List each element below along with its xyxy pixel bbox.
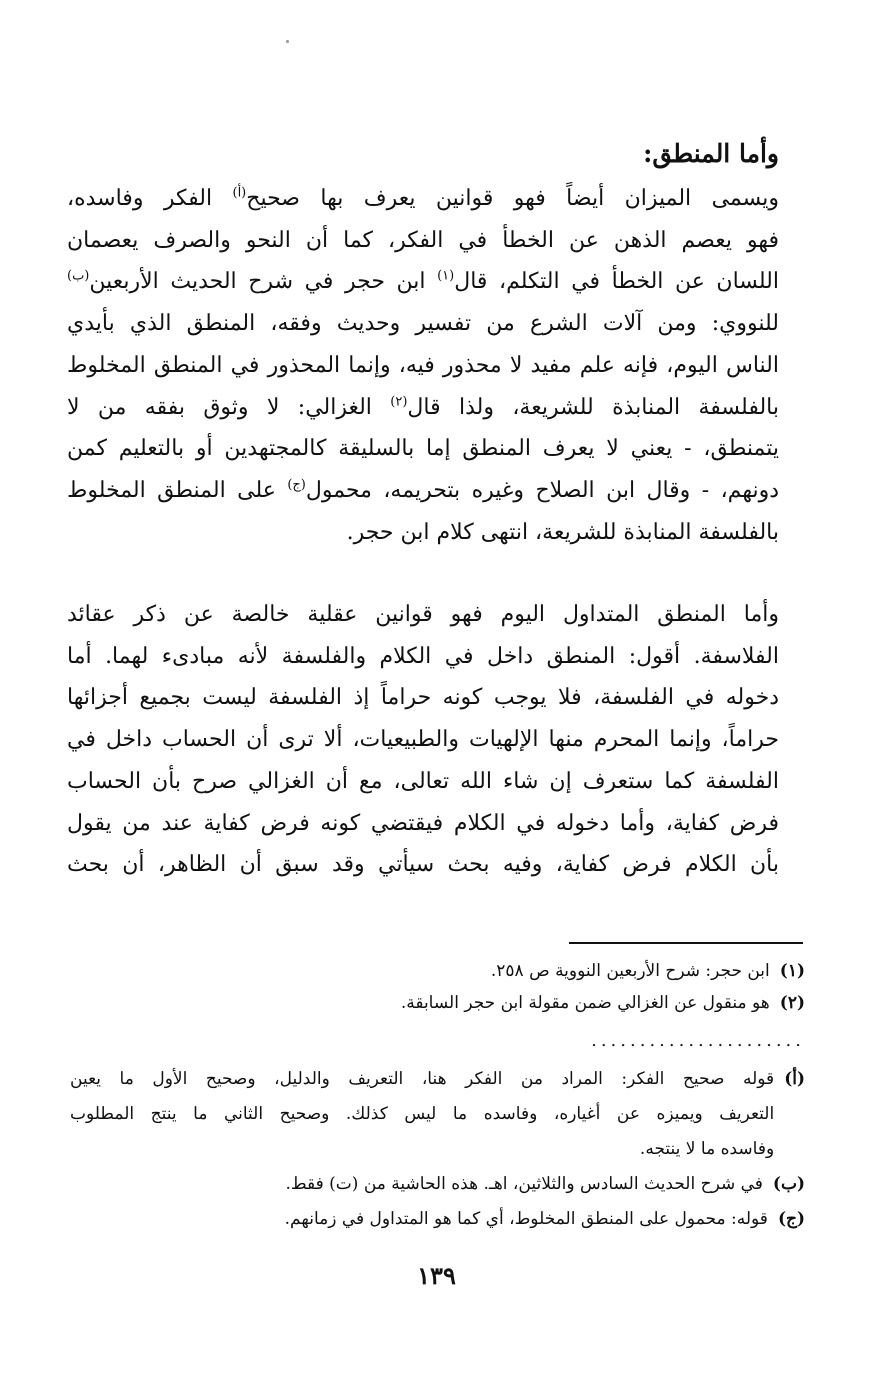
paragraph-2-line-3: دخوله في الفلسفة، فلا يوجب كونه حراماً إذ الفلسفة ليست بجميع أجزائها bbox=[67, 685, 779, 711]
footnote-text: هو منقول عن الغزالي ضمن مقولة ابن حجر السابقة. bbox=[400, 993, 770, 1013]
paragraph-2-line-4: حراماً، وإنما المحرم منها الإلهيات والطبيعيات، ألا ترى أن الحساب داخل في bbox=[67, 727, 779, 753]
paragraph-1-line-1: ويسمى الميزان أيضاً فهو قوانين يعرف بها صحيح$^{(أ)}$ الفكر وفاسده، bbox=[67, 185, 779, 211]
footnote-divider bbox=[569, 942, 803, 944]
note-label: (ج) bbox=[777, 1209, 805, 1229]
footnote-2 bbox=[70, 987, 805, 1019]
notes-separator: ...................... bbox=[591, 1030, 805, 1051]
paragraph-1-line-8: دونهم، - وقال ابن الصلاح وغيره بتحريمه، محمول$^{(ج)}$ على المنطق المخلوط bbox=[67, 477, 779, 503]
note-text: قوله: محمول على المنطق المخلوط، أي كما هو المتداول في زمانهم. bbox=[284, 1209, 768, 1229]
paragraph-2-line-2: الفلاسفة. أقول: المنطق داخل في الكلام والفلسفة لأنه مبادىء لهما. أما bbox=[67, 643, 779, 669]
note-label: (أ) bbox=[784, 1069, 805, 1089]
paragraph-1-line-3: اللسان عن الخطأ في التكلم، قال$^{(١)}$ ابن حجر في شرح الحديث الأربعين$^{(ب)}$ bbox=[67, 269, 779, 295]
note-a bbox=[70, 1062, 805, 1167]
note-label: (ب) bbox=[772, 1174, 805, 1194]
paragraph-2-line-1: وأما المنطق المتداول اليوم فهو قوانين عقلية خالصة عن ذكر عقائد bbox=[67, 602, 779, 627]
paragraph-1-line-9: بالفلسفة المنابذة للشريعة، انتهى كلام ابن حجر. bbox=[346, 519, 779, 545]
editor-notes bbox=[70, 1062, 805, 1237]
page-number: ١٣٩ bbox=[417, 1261, 456, 1290]
paragraph-1-line-7: يتمنطق، - يعني لا يعرف المنطق إما بالسليقة كالمجتهدين أو بالتعليم كمن bbox=[67, 436, 779, 462]
footnote-number: (١) bbox=[779, 961, 805, 981]
paragraph-2-line-5: الفلسفة كما ستعرف إن شاء الله تعالى، مع أن الغزالي صرح بأن الحساب bbox=[67, 768, 779, 794]
footnote-ref-1: (١) bbox=[437, 269, 455, 285]
paragraph-1-line-4: للنووي: ومن آلات الشرع من تفسير وحديث وفقه، المنطق الذي بأيدي bbox=[67, 311, 779, 337]
paragraph-1-line-2: فهو يعصم الذهن عن الخطأ في الفكر، كما أن النحو والصرف يعصمان bbox=[67, 227, 779, 253]
footnote-number: (٢) bbox=[779, 993, 805, 1013]
note-ref-b: (ب) bbox=[67, 269, 90, 285]
paragraph-2 bbox=[67, 594, 779, 886]
paragraph-2-line-6: فرض كفاية، وأما دخوله في الكلام فيقتضي كونه فرض كفاية عند من يقول bbox=[67, 810, 779, 836]
note-ref-a: (أ) bbox=[232, 185, 247, 201]
footnote-list bbox=[70, 955, 805, 1019]
paragraph-1 bbox=[67, 178, 779, 553]
paragraph-1-line-6: بالفلسفة المنابذة للشريعة، ولذا قال$^{(٢)}$ الغزالي: لا وثوق بفقه من لا bbox=[67, 394, 779, 420]
paragraph-2-line-7: بأن الكلام فرض كفاية، وفيه بحث سيأتي وقد سبق أن الظاهر، أن بحث bbox=[67, 852, 779, 878]
footnote-text: ابن حجر: شرح الأربعين النووية ص ٢٥٨. bbox=[490, 961, 770, 981]
note-b bbox=[70, 1167, 805, 1202]
note-text: في شرح الحديث السادس والثلاثين، اهـ. هذه الحاشية من (ت) فقط. bbox=[285, 1174, 763, 1194]
note-text: قوله صحيح الفكر: المراد من الفكر هنا، التعريف والدليل، وصحيح الأول ما يعين التعريف ويميزه عن أغياره، وفاسده ما ليس كذلك. وصحيح الثاني ما ينتج المطلوب وفاسده ما لا ينتجه. bbox=[70, 1069, 775, 1159]
section-heading: وأما المنطق: bbox=[643, 139, 779, 168]
scan-speck bbox=[286, 40, 289, 43]
note-ref-c: (ج) bbox=[287, 477, 306, 493]
paragraph-1-line-5: الناس اليوم، فإنه علم مفيد لا محذور فيه، وإنما المحذور في المنطق المخلوط bbox=[67, 352, 779, 378]
footnote-ref-2: (٢) bbox=[390, 394, 408, 410]
note-c bbox=[70, 1202, 805, 1237]
footnote-1 bbox=[70, 955, 805, 987]
